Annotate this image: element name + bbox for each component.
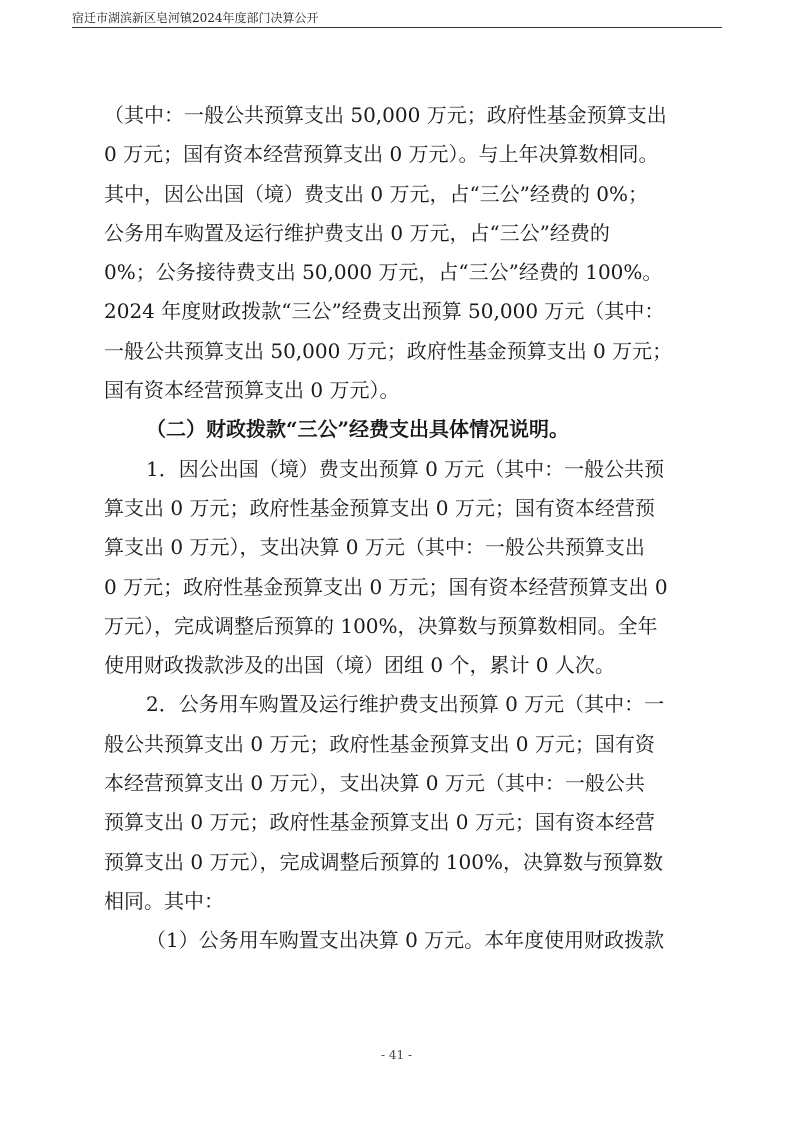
page-number: - 41 - [380, 1048, 412, 1062]
text-line: 算支出 0 万元；政府性基金预算支出 0 万元；国有资本经营预 [104, 495, 655, 520]
text-line: 其中，因公出国（境）费支出 0 万元，占“三公”经费的 0%； [104, 181, 648, 206]
text-line: 0%；公务接待费支出 50,000 万元，占“三公”经费的 100%。 [104, 260, 663, 285]
text-line: 使用财政拨款涉及的出国（境）团组 0 个，累计 0 人次。 [104, 653, 615, 678]
text-line: 1．因公出国（境）费支出预算 0 万元（其中：一般公共预 [146, 456, 665, 481]
text-line: 公务用车购置及运行维护费支出 0 万元，占“三公”经费的 [104, 220, 610, 245]
text-line: 万元），完成调整后预算的 100%，决算数与预算数相同。全年 [104, 613, 658, 638]
text-line: 国有资本经营预算支出 0 万元）。 [104, 378, 400, 403]
text-line: 0 万元；国有资本经营预算支出 0 万元）。与上年决算数相同。 [104, 142, 659, 167]
text-line: 0 万元；政府性基金预算支出 0 万元；国有资本经营预算支出 0 [104, 574, 668, 599]
text-line: 本经营预算支出 0 万元），支出决算 0 万元（其中：一般公共 [104, 771, 645, 796]
document-body [104, 96, 694, 961]
header-divider [72, 27, 722, 28]
text-line: 2024 年度财政拨款“三公”经费支出预算 50,000 万元（其中： [104, 299, 665, 324]
section-heading: （二）财政拨款“三公”经费支出具体情况说明。 [146, 417, 570, 442]
text-line: 相同。其中： [104, 888, 224, 913]
text-line: 算支出 0 万元），支出决算 0 万元（其中：一般公共预算支出 [104, 535, 645, 560]
page-header: 宿迁市湖滨新区皂河镇2024年度部门决算公开 [72, 11, 319, 25]
text-line: （其中：一般公共预算支出 50,000 万元；政府性基金预算支出 [104, 103, 667, 127]
text-line: 预算支出 0 万元；政府性基金预算支出 0 万元；国有资本经营 [104, 810, 655, 835]
text-line: 预算支出 0 万元），完成调整后预算的 100%，决算数与预算数 [104, 849, 663, 874]
text-line: 2．公务用车购置及运行维护费支出预算 0 万元（其中：一 [146, 692, 665, 717]
text-line: 般公共预算支出 0 万元；政府性基金预算支出 0 万元；国有资 [104, 731, 655, 756]
text-line: 一般公共预算支出 50,000 万元；政府性基金预算支出 0 万元； [104, 338, 673, 363]
text-line: （1）公务用车购置支出决算 0 万元。本年度使用财政拨款 [146, 928, 665, 953]
